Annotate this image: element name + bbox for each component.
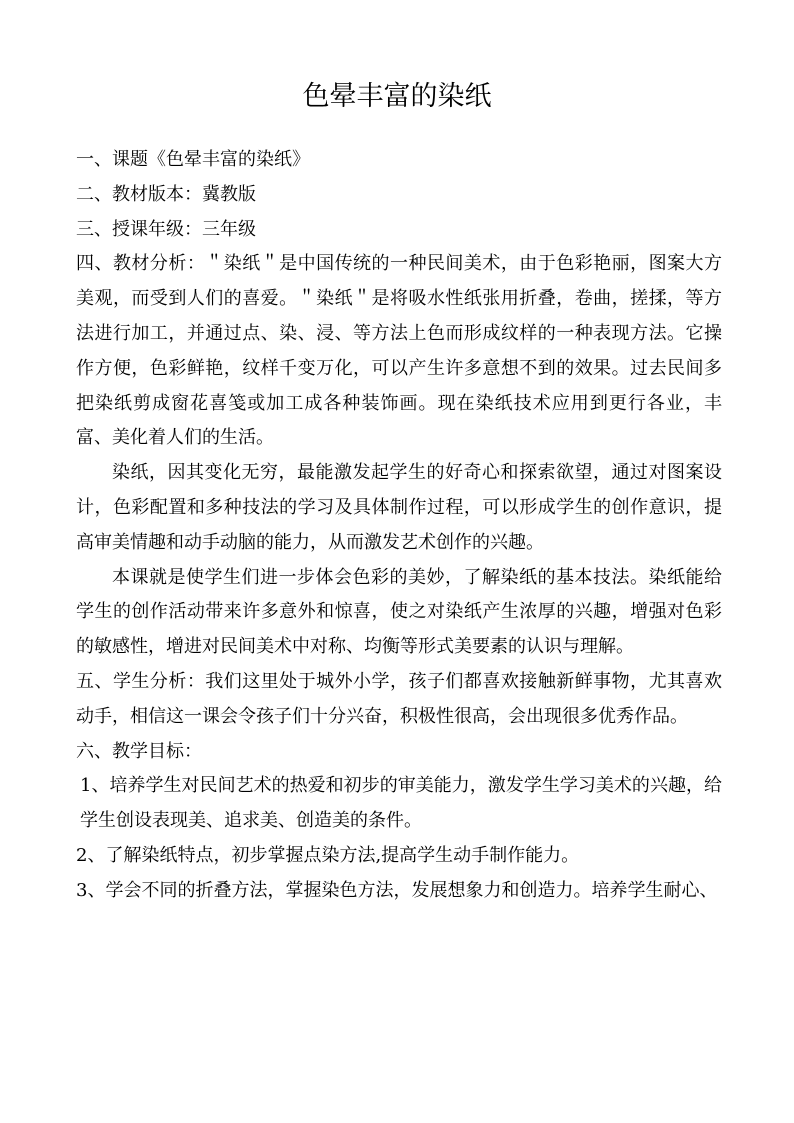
paragraph-dyeing-benefits: 染纸，因其变化无穷，最能激发起学生的好奇心和探索欲望，通过对图案设计，色彩配置和多种技法的学习及具体制作过程，可以形成学生的创作意识，提高审美情趣和动手动脑的能力，从而激发艺术创作的兴趣。: [76, 462, 722, 553]
paragraph-goal-3: 3、学会不同的折叠方法，掌握染色方法，发展想象力和创造力。培养学生耐心、: [76, 879, 718, 901]
paragraph-textbook-analysis: 四、教材分析：＂染纸＂是中国传统的一种民间美术，由于色彩艳丽，图案大方美观，而受到人们的喜爱。＂染纸＂是将吸水性纸张用折叠，卷曲，搓揉，等方法进行加工，并通过点、染、浸、等方法上色而形成纹样的一种表现方法。它操作方便，色彩鲜艳，纹样千变万化，可以产生许多意想不到的效果。过去民间多把染纸剪成窗花喜笺或加工成各种装饰画。现在染纸技术应用到更行各业，丰富、美化着人们的生活。: [76, 253, 722, 449]
paragraph-teaching-goals-heading: 六、教学目标：: [76, 740, 202, 762]
document-body: [76, 143, 722, 909]
paragraph-goal-2: 2、了解染纸特点，初步掌握点染方法,提高学生动手制作能力。: [76, 844, 580, 866]
paragraph-goal-1: 1、培养学生对民间艺术的热爱和初步的审美能力，激发学生学习美术的兴趣，给学生创设表现美、追求美、创造美的条件。: [80, 775, 722, 832]
paragraph-topic: 一、课题《色晕丰富的染纸》: [76, 149, 310, 170]
paragraph-student-analysis: 五、学生分析：我们这里处于城外小学，孩子们都喜欢接触新鲜事物，尤其喜欢动手，相信这一课会令孩子们十分兴奋，积极性很高，会出现很多优秀作品。: [76, 670, 722, 727]
paragraph-lesson-purpose: 本课就是使学生们进一步体会色彩的美妙，了解染纸的基本技法。染纸能给学生的创作活动带来许多意外和惊喜，使之对染纸产生浓厚的兴趣，增强对色彩的敏感性，增进对民间美术中对称、均衡等形式美要素的认识与理解。: [76, 566, 722, 658]
paragraph-grade: 三、授课年级：三年级: [76, 218, 256, 240]
paragraph-textbook-version: 二、教材版本：冀教版: [76, 183, 256, 205]
document-title: 色晕丰富的染纸: [302, 81, 492, 112]
